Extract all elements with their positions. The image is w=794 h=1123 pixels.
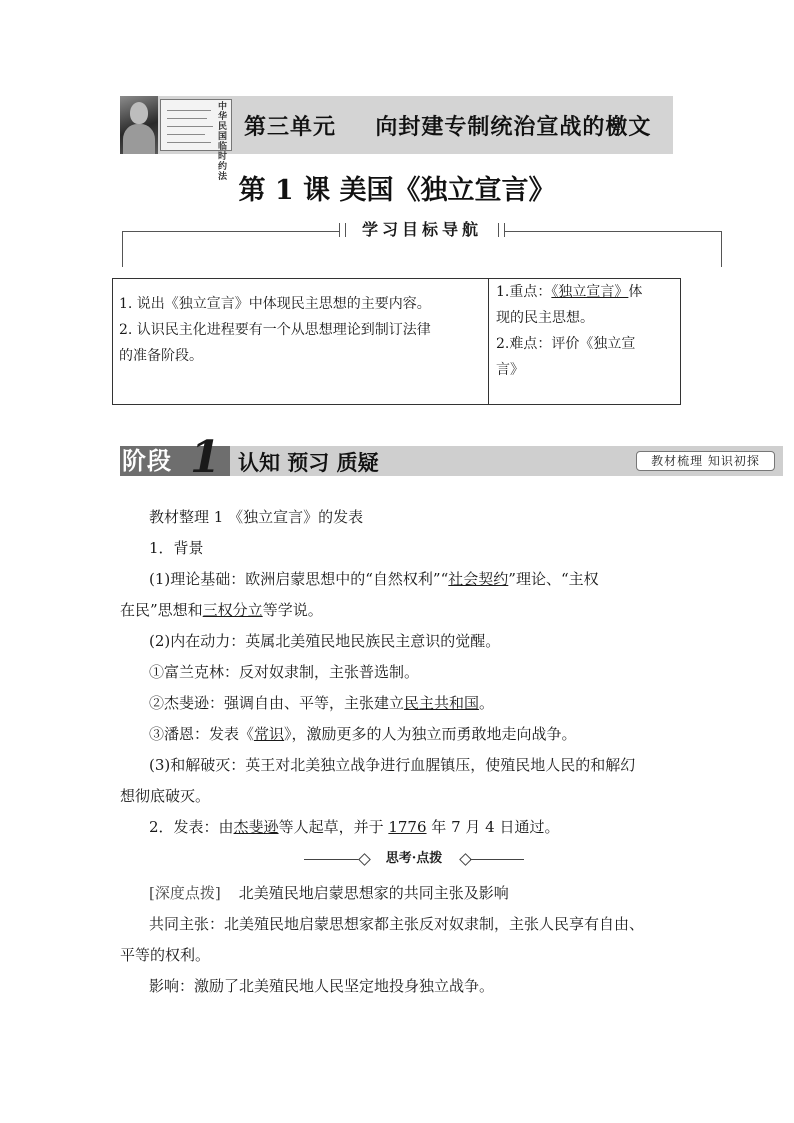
bracket-left-icon (339, 223, 346, 237)
stage-number: 1 (190, 432, 221, 483)
theory-text-a: (1)理论基础：欧洲启蒙思想中的“自然权利”“ (149, 570, 449, 588)
document-line (167, 134, 205, 135)
publication-underlined-jefferson: 杰斐逊 (233, 818, 279, 836)
paragraph-franklin: ①富兰克林：反对奴隶制，主张普选制。 (149, 663, 420, 681)
key-point (496, 279, 678, 305)
think-label: 思考·点拨 (385, 851, 443, 866)
common-claim-cont: 平等的权利。 (120, 946, 211, 964)
jefferson-underlined-republic: 民主共和国 (404, 694, 480, 712)
key-point-line2: 现的民主思想。 (496, 310, 594, 326)
document-line (167, 126, 213, 127)
bracket-right-icon (498, 223, 505, 237)
theory-underlined-social-contract: 社会契约 (448, 570, 509, 588)
difficulty-point: 2.难点：评价《独立宣 (496, 336, 636, 352)
difficulty-point-line2: 言》 (496, 362, 524, 378)
publication-text-b: 等人起草，并于 (278, 818, 389, 836)
influence: 影响：激励了北美殖民地人民坚定地投身独立战争。 (149, 977, 495, 995)
paragraph-reconciliation-cont: 想彻底破灭。 (120, 787, 211, 805)
portrait-body (123, 124, 155, 154)
paine-text-b: 》，激励更多的人为独立而勇敢地走向战争。 (284, 725, 577, 743)
theory-text-b: ”理论、“主权 (508, 570, 599, 588)
paragraph-theory (149, 564, 709, 595)
deep-insight-title: 北美殖民地启蒙思想家的共同主张及影响 (238, 884, 509, 902)
key-point-underlined: 《独立宣言》 (551, 284, 629, 300)
document-line (167, 110, 211, 111)
publication-text-a: 2．发表：由 (149, 818, 234, 836)
publication-text-c: 年 7 月 4 日通过。 (426, 818, 560, 836)
document-image (160, 99, 232, 182)
jefferson-text-a: ②杰斐逊：强调自由、平等，主张建立 (149, 694, 405, 712)
theory-text-d: 等学说。 (262, 601, 323, 619)
stage-label: 阶段 (122, 447, 172, 475)
unit-title-prefix: 第三单元 (244, 114, 337, 140)
divider-line-right (470, 859, 524, 860)
background-title: 1．背景 (149, 539, 204, 557)
paragraph-motivation: (2)内在动力：英属北美殖民地民族民主意识的觉醒。 (149, 632, 501, 650)
think-divider (304, 849, 524, 869)
document-image-caption: 中华民国临时约法 (218, 102, 228, 182)
unit-title-main: 向封建专制统治宣战的檄文 (375, 114, 652, 140)
goals-left-cell (119, 291, 484, 369)
stage-title: 认知 预习 质疑 (238, 450, 379, 475)
deep-insight-tag: [深度点拨] (149, 884, 221, 902)
paragraph-theory-cont (120, 595, 680, 626)
theory-underlined-separation: 三权分立 (202, 601, 263, 619)
goals-right-cell (496, 279, 678, 383)
common-claim: 共同主张：北美殖民地启蒙思想家都主张反对奴隶制，主张人民享有自由、 (149, 915, 645, 933)
goal-item-1: 1. 说出《独立宣言》中体现民主思想的主要内容。 (119, 296, 431, 312)
document-line (167, 142, 211, 143)
paragraph-jefferson (149, 688, 709, 719)
key-point-suffix: 体 (628, 284, 643, 300)
goal-item-2-cont: 的准备阶段。 (119, 348, 203, 364)
unit-title (244, 110, 651, 141)
goal-item-2: 2. 认识民主化进程要有一个从思想理论到制订法律 (119, 322, 431, 338)
paine-text-a: ③潘恩：发表《 (149, 725, 255, 743)
goals-header (339, 219, 505, 241)
publication-underlined-year: 1776 (388, 818, 427, 836)
key-point-prefix: 1.重点： (496, 284, 552, 300)
portrait-head (130, 102, 148, 124)
stage-tag: 教材梳理 知识初探 (636, 451, 775, 471)
divider-line-left (304, 859, 360, 860)
theory-text-c: 在民”思想和 (120, 601, 203, 619)
jefferson-text-b: 。 (479, 694, 495, 712)
deep-insight-heading (149, 878, 709, 909)
goals-header-label: 学习目标导航 (361, 220, 482, 239)
goals-table-divider (488, 278, 489, 405)
portrait-image (120, 96, 158, 154)
paine-underlined-common-sense: 常识 (254, 725, 285, 743)
paragraph-paine (149, 719, 709, 750)
paragraph-publication (149, 812, 709, 843)
section-title: 教材整理 1 《独立宣言》的发表 (149, 508, 364, 526)
lesson-title: 第 1 课 美国《独立宣言》 (238, 175, 556, 206)
document-line (167, 118, 207, 119)
paragraph-reconciliation: (3)和解破灭：英王对北美独立战争进行血腥镇压，使殖民地人民的和解幻 (149, 756, 636, 774)
